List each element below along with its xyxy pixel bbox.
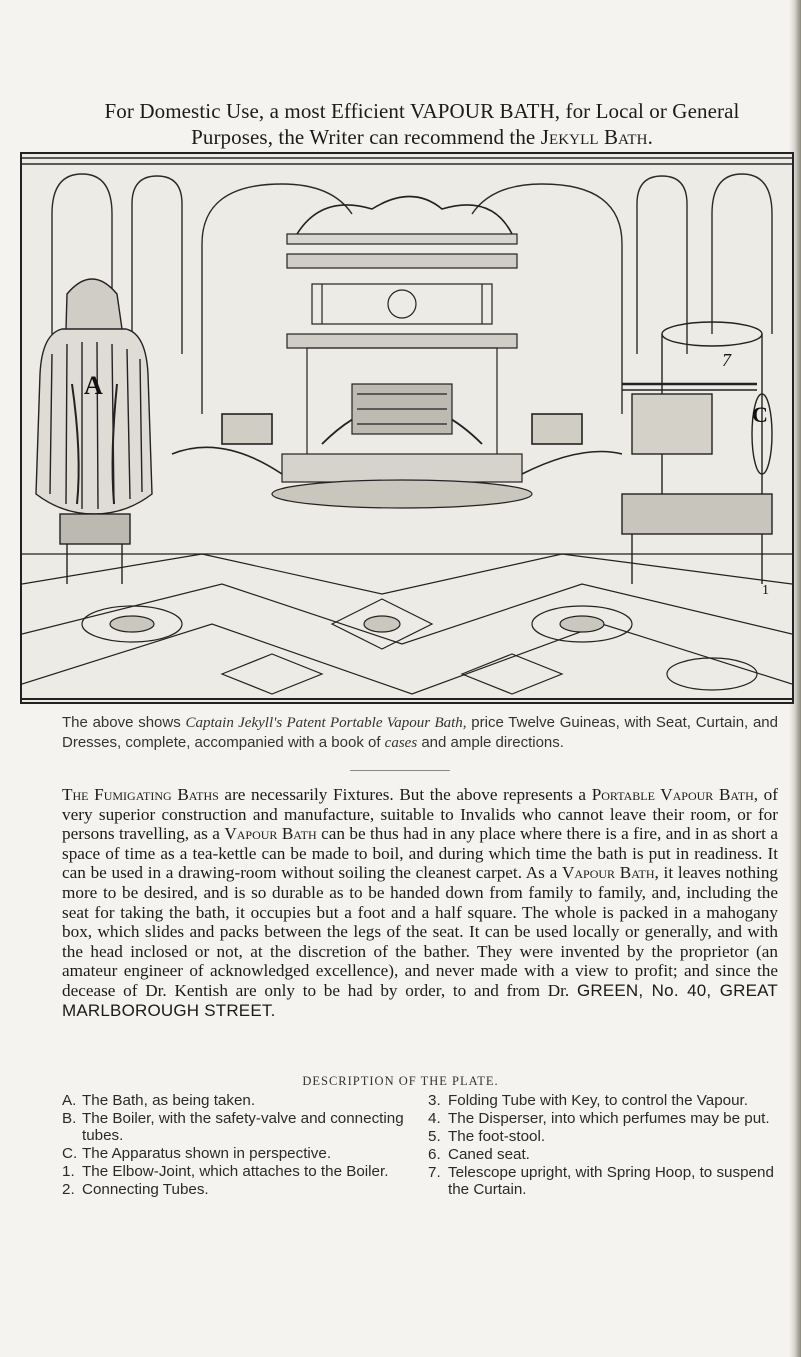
list-item [428, 1146, 778, 1163]
item-text: The Elbow-Joint, which attaches to the Boiler. [82, 1163, 389, 1180]
body-sc-4: Vapour Bath, [561, 863, 659, 883]
caption-cases: cases [384, 735, 418, 751]
item-key: A. [62, 1092, 77, 1109]
list-item [62, 1181, 412, 1198]
body-sc-1: The Fumigating Baths [62, 785, 219, 804]
item-text: The foot-stool. [448, 1128, 546, 1145]
label-1: 1 [762, 583, 769, 598]
vapour-bath-engraving [22, 154, 792, 702]
item-text: The Bath, as being taken. [82, 1092, 256, 1109]
label-7: 7 [722, 350, 731, 370]
item-key: 4. [428, 1110, 441, 1127]
body-text-a: are necessarily Fixtures. But the above represents a [218, 785, 592, 804]
item-key: 3. [428, 1092, 441, 1109]
body-text-c: can be thus had in any place where there is a fire, and in as short a space of time as a tea-kettle can be made to boil, and during which time the bath is put in readiness. It can be used in a drawing-room without soiling the cleanest carpet. As a [62, 824, 778, 883]
list-item [62, 1110, 412, 1144]
item-text: Connecting Tubes. [82, 1181, 209, 1198]
list-item [428, 1092, 778, 1109]
label-a: A [84, 371, 103, 400]
item-key: 2. [62, 1181, 75, 1198]
headline-line-2-text: Purposes, the Writer can recommend the [191, 125, 541, 149]
headline-line-2 [52, 124, 792, 150]
item-key: 5. [428, 1128, 441, 1145]
body-text-d: it leaves nothing more to be desired, and is so durable as to be handed down from family to family, and, including the seat for taking the bath, it occupies but a foot and a half square. The whole is packed in a mahogany box, which slides and packs between the legs of the seat. It can be used locally or generally, and with the head inclosed or not, at the discretion of the bather. They were invented by the proprietor (an amateur engineer of acknowledged excellence), and never made with a view to profit; and since the decease of Dr. Kentish are only to be had by order, to and from Dr. [62, 863, 779, 1000]
label-c: C [752, 402, 768, 427]
item-key: 1. [62, 1163, 75, 1180]
item-key: C. [62, 1145, 78, 1162]
caption-mid: price Twelve Guineas, with Seat, Curtain, and Dresses, complete, accompanied with a book of [62, 714, 778, 751]
item-text: The Boiler, with the safety-valve and connecting tubes. [82, 1110, 404, 1144]
engraved-plate-illustration [20, 152, 794, 704]
item-text: The Disperser, into which perfumes may be put. [448, 1110, 770, 1127]
list-item [62, 1163, 412, 1180]
description-right-column [428, 1092, 778, 1199]
item-text: The Apparatus shown in perspective. [82, 1145, 332, 1162]
description-title: DESCRIPTION OF THE PLATE. [302, 1074, 499, 1088]
headline-brand: Jekyll Bath. [540, 125, 653, 149]
body-sc-2: Portable Vapour Bath, [591, 785, 759, 804]
item-key: B. [62, 1110, 77, 1127]
headline [52, 98, 792, 150]
description-list [62, 1092, 778, 1199]
list-item [62, 1092, 412, 1109]
body-paragraph [62, 785, 778, 1020]
divider-rule [350, 770, 450, 771]
item-text: Folding Tube with Key, to control the Vapour. [448, 1092, 748, 1109]
body-text-b: of very superior construction and manufacture, suitable to Invalids who cannot leave their room, or for persons travelling, as a [62, 785, 779, 844]
item-key: 6. [428, 1146, 441, 1163]
list-item [428, 1110, 778, 1127]
list-item [62, 1145, 412, 1162]
list-item [428, 1164, 778, 1198]
caption-post: and ample directions. [417, 734, 564, 751]
plate-caption [62, 713, 778, 753]
address: GREEN, No. 40, GREAT MARLBOROUGH STREET. [62, 980, 779, 1020]
item-key: 7. [428, 1164, 441, 1181]
caption-pre: The above shows [62, 714, 186, 731]
body-sc-3: Vapour Bath [224, 824, 317, 844]
description-left-column [62, 1092, 412, 1199]
item-text: Caned seat. [448, 1146, 530, 1163]
list-item [428, 1128, 778, 1145]
caption-product-name: Captain Jekyll's Patent Portable Vapour Bath, [185, 715, 467, 731]
headline-line-1: For Domestic Use, a most Efficient VAPOUR BATH, for Local or General [104, 99, 740, 123]
item-text: Telescope upright, with Spring Hoop, to suspend the Curtain. [448, 1164, 774, 1198]
